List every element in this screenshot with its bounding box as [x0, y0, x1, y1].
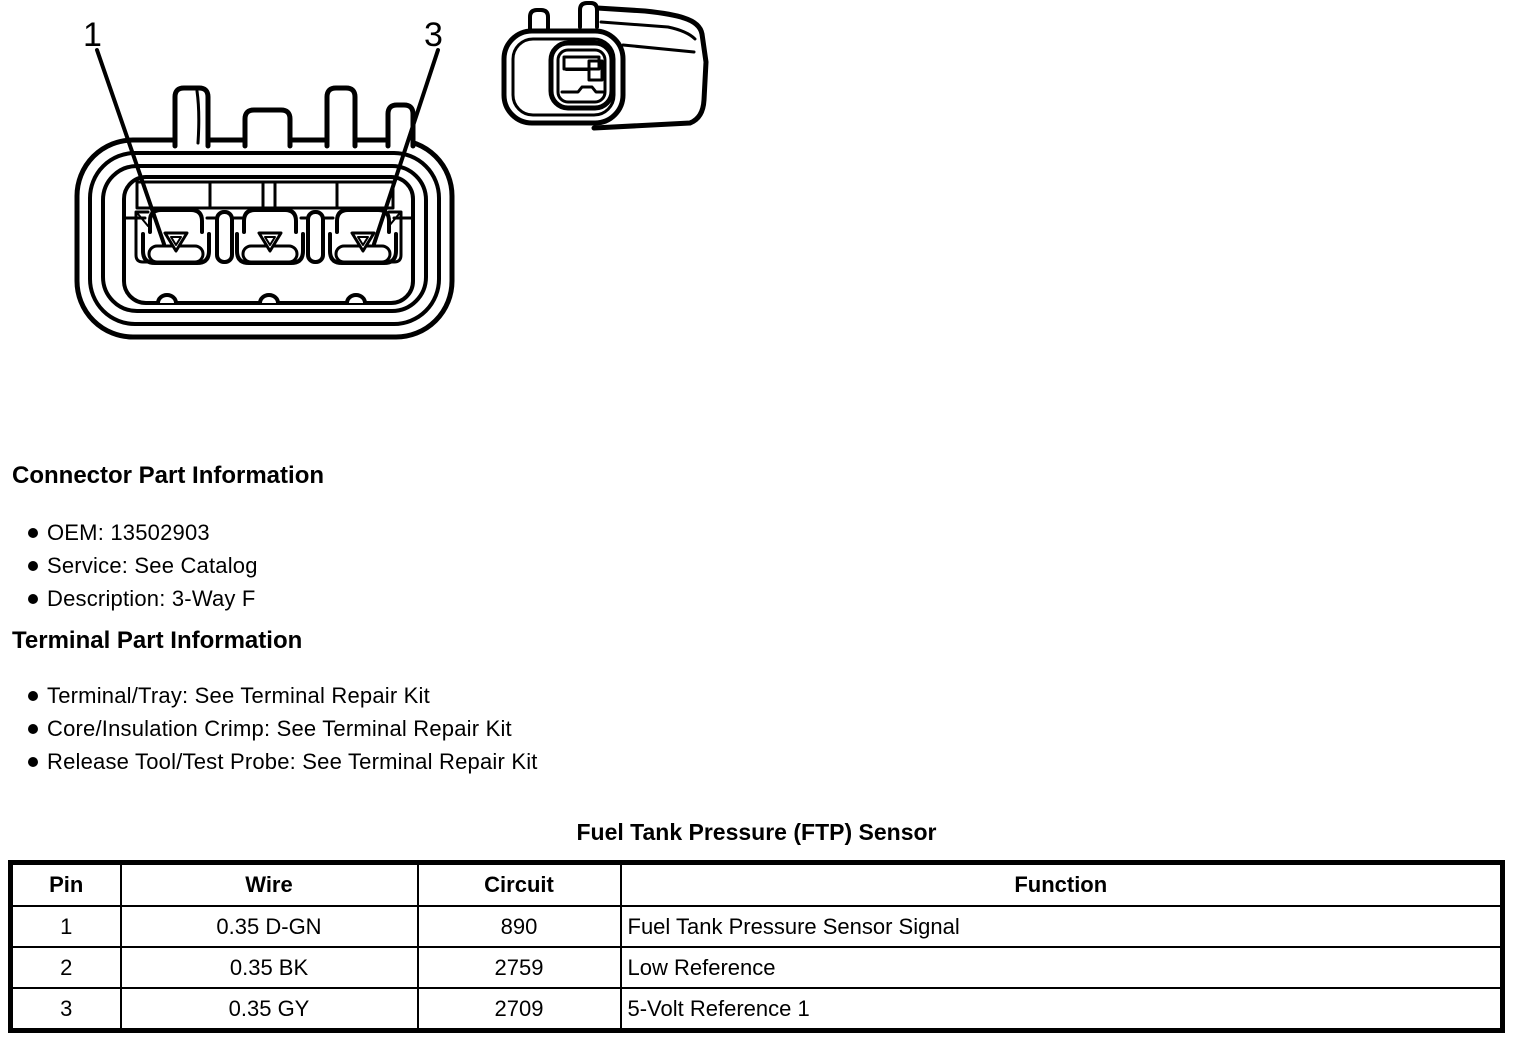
- pin-cell: 2: [11, 947, 121, 988]
- column-header-wire: Wire: [121, 863, 418, 907]
- circuit-cell: 2759: [418, 947, 621, 988]
- circuit-cell: 2709: [418, 988, 621, 1031]
- terminal-cavity-3: [330, 210, 396, 263]
- wire-cell: 0.35 GY: [121, 988, 418, 1031]
- function-cell: Fuel Tank Pressure Sensor Signal: [621, 906, 1503, 947]
- terminal-cavity-2: [237, 210, 303, 263]
- column-header-pin: Pin: [11, 863, 121, 907]
- bullet-icon: [28, 594, 38, 604]
- table-row: [11, 988, 1503, 1031]
- list-item-label: Release Tool/Test Probe: See Terminal Repair Kit: [47, 749, 538, 774]
- list-item: [0, 712, 538, 745]
- column-header-function: Function: [621, 863, 1503, 907]
- table-row: [11, 906, 1503, 947]
- callout-label-pin-1: 1: [83, 16, 102, 54]
- pinout-table: [8, 860, 1505, 1033]
- list-item-label: Terminal/Tray: See Terminal Repair Kit: [47, 683, 430, 708]
- list-item: [0, 745, 538, 778]
- table-row: [11, 947, 1503, 988]
- wire-cell: 0.35 BK: [121, 947, 418, 988]
- bullet-icon: [28, 528, 38, 538]
- pin-cell: 3: [11, 988, 121, 1031]
- column-header-circuit: Circuit: [418, 863, 621, 907]
- function-cell: Low Reference: [621, 947, 1503, 988]
- list-item-label: OEM: 13502903: [47, 520, 210, 545]
- list-item: [0, 582, 258, 615]
- connector-part-information-heading: Connector Part Information: [12, 462, 325, 489]
- bullet-icon: [28, 757, 38, 767]
- list-item-label: Description: 3-Way F: [47, 586, 256, 611]
- terminal-part-information-heading: Terminal Part Information: [12, 627, 303, 654]
- list-item: [0, 516, 258, 549]
- connector-part-information-list: [0, 516, 258, 615]
- pin-cell: 1: [11, 906, 121, 947]
- connector-diagram: [0, 0, 760, 360]
- callout-label-pin-3: 3: [424, 16, 443, 54]
- connector-face-view-drawing: [77, 88, 452, 337]
- bullet-icon: [28, 724, 38, 734]
- list-item-label: Core/Insulation Crimp: See Terminal Repair Kit: [47, 716, 512, 741]
- function-cell: 5-Volt Reference 1: [621, 988, 1503, 1031]
- connector-side-view-drawing: [504, 3, 706, 128]
- list-item: [0, 549, 258, 582]
- terminal-part-information-list: [0, 679, 538, 778]
- circuit-cell: 890: [418, 906, 621, 947]
- table-header-row: [11, 863, 1503, 907]
- bullet-icon: [28, 561, 38, 571]
- list-item: [0, 679, 538, 712]
- pinout-table-title: Fuel Tank Pressure (FTP) Sensor: [576, 819, 937, 845]
- wire-cell: 0.35 D-GN: [121, 906, 418, 947]
- bullet-icon: [28, 691, 38, 701]
- list-item-label: Service: See Catalog: [47, 553, 258, 578]
